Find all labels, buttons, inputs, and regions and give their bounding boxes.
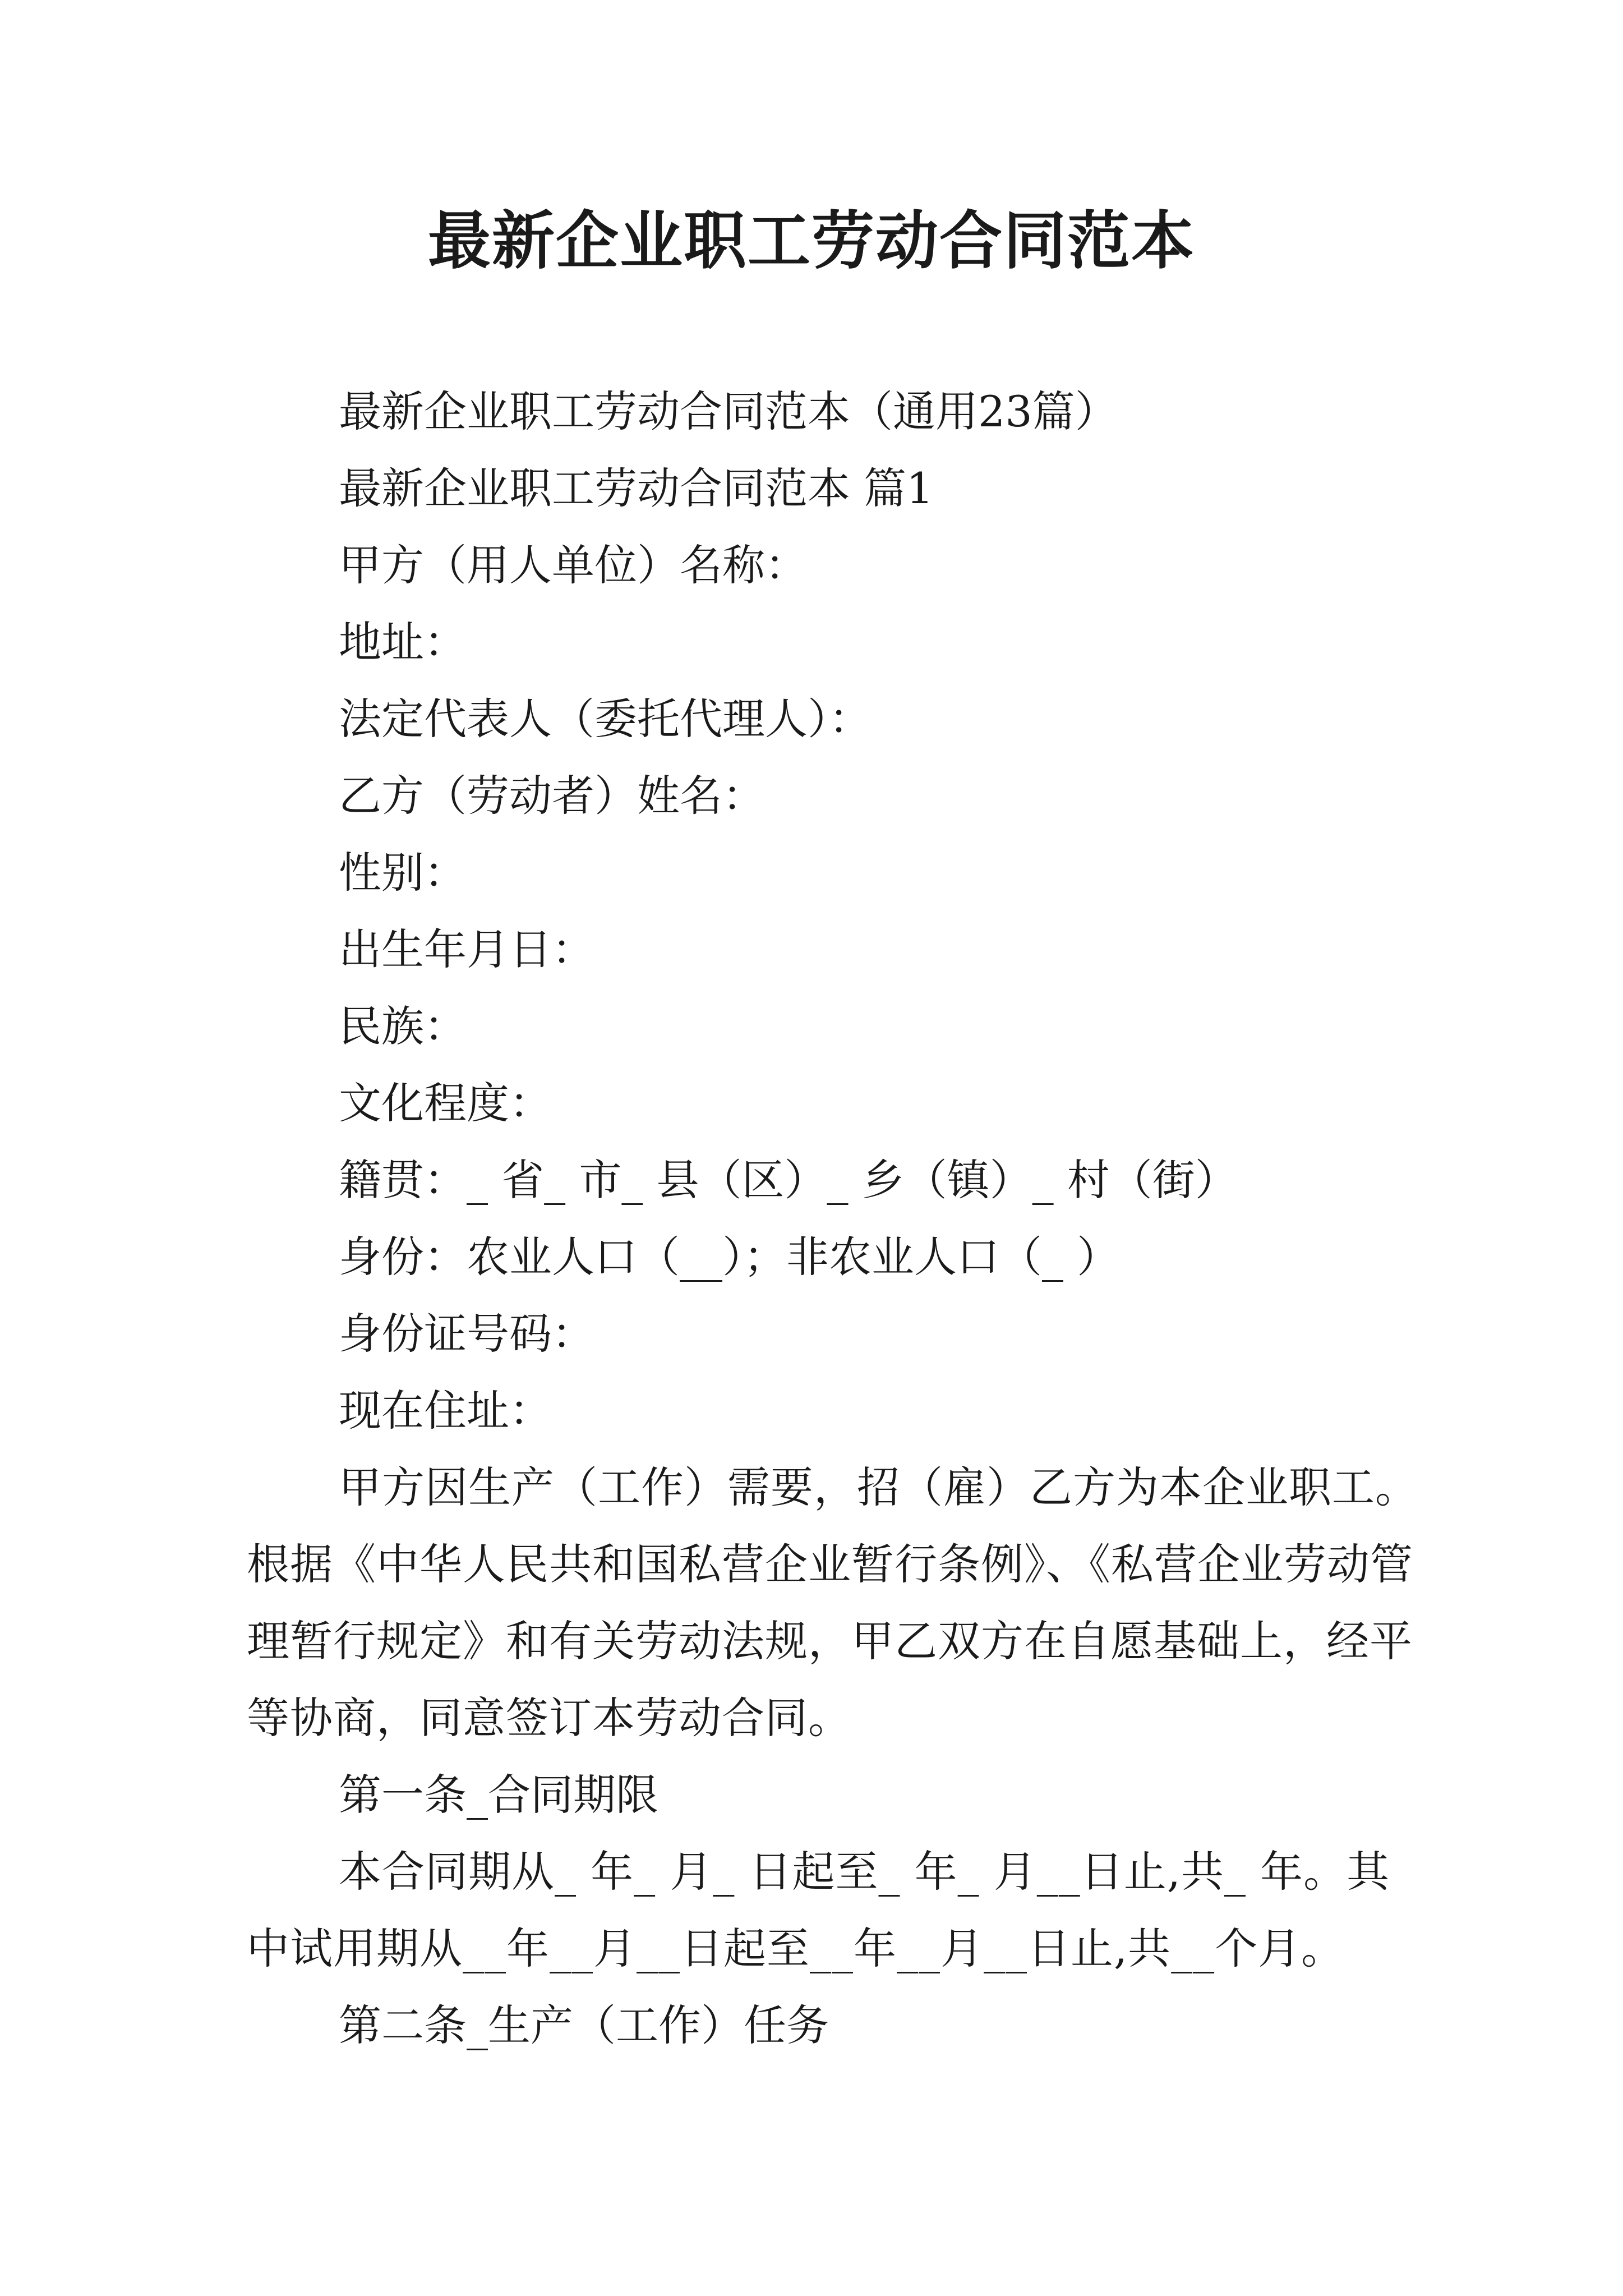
field-employer-name: 甲方（用人单位）名称： <box>339 540 808 590</box>
field-birth-date: 出生年月日： <box>339 924 594 974</box>
field-ethnicity: 民族： <box>339 1001 467 1051</box>
paragraph-contract-term: 本合同期从_ 年_ 月_ 日起至_ 年_ 月__日止,共_ 年。其中试用期从__年__月__日起至__年__月__日止,共__个月。 <box>247 1847 1390 1973</box>
subtitle-line: 最新企业职工劳动合同范本（通用23篇） <box>339 386 1118 436</box>
paragraph-preamble: 甲方因生产（工作）需要，招（雇）乙方为本企业职工。根据《中华人民共和国私营企业暂行条例》、《私营企业劳动管理暂行规定》和有关劳动法规，甲乙双方在自愿基础上，经平等协商，同意签订本劳动合同。 <box>247 1462 1418 1743</box>
document-title: 最新企业职工劳动合同范本 <box>428 204 1195 278</box>
field-education: 文化程度： <box>339 1078 552 1128</box>
field-native-place: 籍贯：_ 省_ 市_ 县（区）_ 乡（镇）_ 村（街） <box>339 1155 1238 1205</box>
field-id-number: 身份证号码： <box>339 1309 594 1359</box>
field-current-address: 现在住址： <box>339 1386 552 1435</box>
article-2-heading: 第二条_生产（工作）任务 <box>339 2000 829 2050</box>
article-1-heading: 第一条_合同期限 <box>339 1770 658 1820</box>
field-household-status: 身份：农业人口（__）；非农业人口（_ ） <box>339 1232 1120 1282</box>
field-gender: 性别： <box>339 848 467 898</box>
section-heading: 最新企业职工劳动合同范本 篇1 <box>339 463 934 513</box>
field-employee-name: 乙方（劳动者）姓名： <box>339 771 765 821</box>
field-address: 地址： <box>339 617 467 667</box>
field-legal-representative: 法定代表人（委托代理人）： <box>339 694 872 744</box>
document-body <box>247 373 1424 2064</box>
